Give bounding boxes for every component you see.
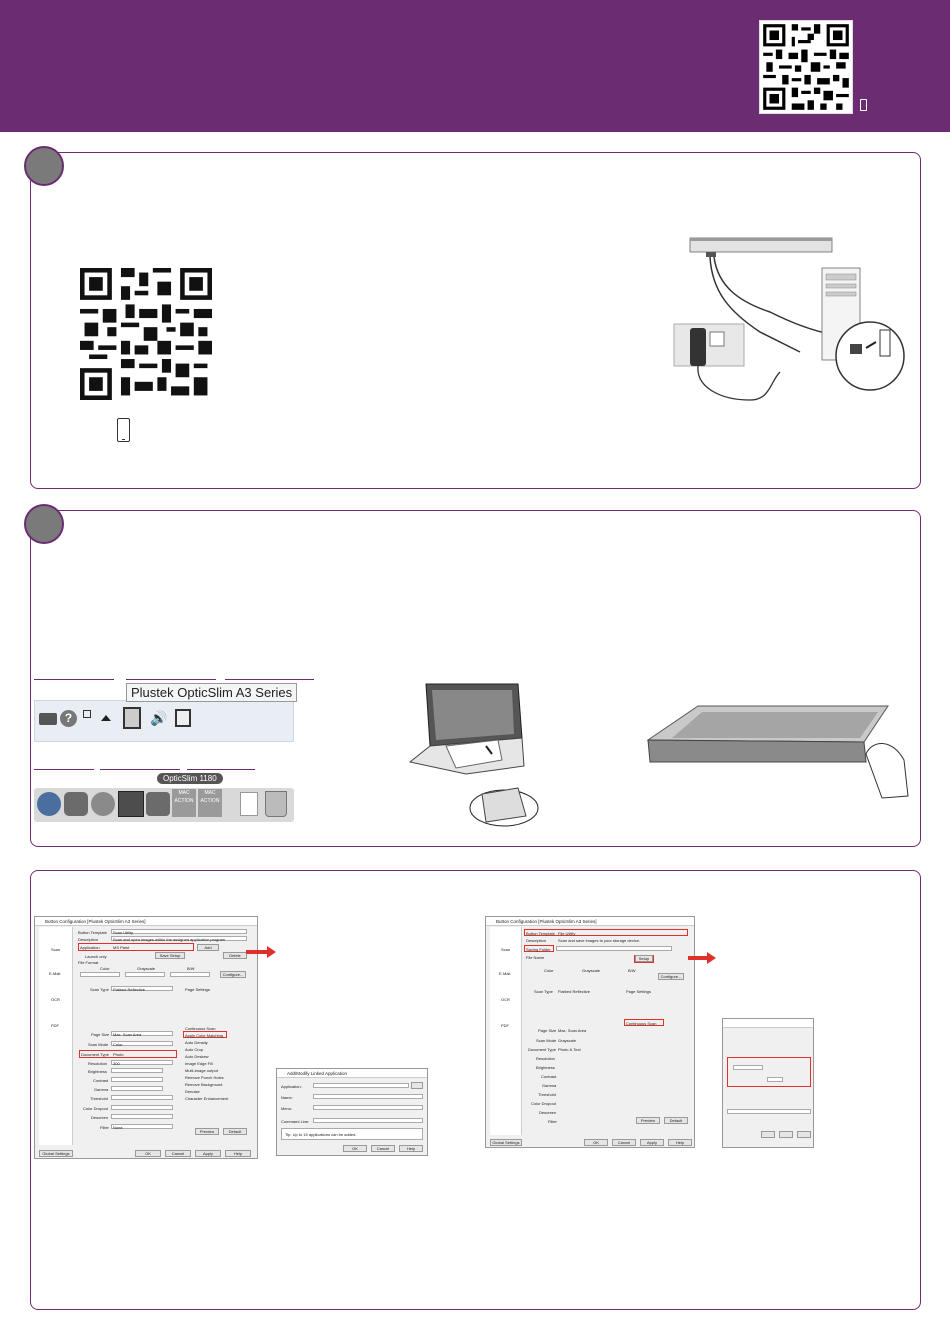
saving-folder-input[interactable] xyxy=(556,946,672,951)
arrow-right-icon xyxy=(246,950,268,954)
windows-tray xyxy=(34,700,294,742)
color-label: Color xyxy=(544,968,554,973)
apply-button[interactable]: Apply xyxy=(195,1150,221,1157)
step1-circle xyxy=(24,146,64,186)
scan-mode-label: Scan Mode xyxy=(536,1038,557,1043)
brightness-label: Brightness xyxy=(536,1065,555,1070)
sidebar-item-email[interactable]: E-Mail xyxy=(499,971,511,976)
qr-code-header xyxy=(759,20,853,114)
grayscale-label: Grayscale xyxy=(582,968,601,973)
scan-mode-label: Scan Mode xyxy=(88,1042,109,1047)
bw-label: B/W xyxy=(628,968,636,973)
button-config-window xyxy=(34,916,258,1159)
divider xyxy=(225,679,314,680)
sidebar-item-ocr[interactable]: OCR xyxy=(501,997,510,1002)
application-value: MS Paint xyxy=(113,945,130,950)
tray-tooltip: Plustek OpticSlim A3 Series xyxy=(126,683,297,702)
network-icon[interactable] xyxy=(175,709,191,727)
speaker-icon[interactable]: 🔊 xyxy=(150,710,168,726)
ok-button[interactable]: OK xyxy=(135,1150,161,1157)
mac-action-icon[interactable]: MAC ACTION xyxy=(198,789,222,817)
delete-button[interactable]: Delete xyxy=(223,952,247,959)
bw-format-select[interactable] xyxy=(170,972,210,977)
configure-button[interactable]: Configure... xyxy=(220,971,246,978)
sidebar-item-ocr[interactable]: OCR xyxy=(51,997,60,1002)
document-type-label: Document Type xyxy=(528,1047,556,1052)
bw-label: B/W xyxy=(187,966,195,971)
template-value: Scan Utility xyxy=(113,930,134,935)
save-setup-button[interactable]: Save Setup xyxy=(155,952,185,959)
document-type-value: Photo xyxy=(113,1052,124,1057)
continuous-scan-checkbox[interactable]: Continuous Scan xyxy=(626,1021,657,1026)
phone-icon xyxy=(860,99,867,111)
scanner-button-illustration xyxy=(642,700,912,810)
document-icon[interactable] xyxy=(240,792,258,816)
preview-button[interactable]: Preview xyxy=(636,1117,660,1124)
document-type-value: Photo & Text xyxy=(558,1047,581,1052)
resolution-label: Resolution xyxy=(88,1061,107,1066)
trash-icon[interactable] xyxy=(265,791,287,817)
page-size-value: Max. Scan Area xyxy=(558,1028,587,1033)
description-label: Description xyxy=(78,937,99,942)
page-size-label: Page Size xyxy=(538,1028,557,1033)
filter-label: Filter xyxy=(100,1125,109,1130)
brightness-label: Brightness xyxy=(88,1069,107,1074)
button-config-window-file xyxy=(485,916,695,1148)
help-button[interactable]: Help xyxy=(225,1150,251,1157)
cancel-button[interactable]: Cancel xyxy=(165,1150,191,1157)
color-dropout-select[interactable] xyxy=(111,1105,173,1110)
remove-punch-holes-checkbox[interactable]: Remove Punch Holes xyxy=(185,1075,224,1080)
auto-density-checkbox[interactable]: Auto Density xyxy=(185,1040,208,1045)
divider xyxy=(187,769,255,770)
description-value: Scan and open images within the assigned application program xyxy=(113,937,226,942)
chevron-up-icon[interactable] xyxy=(101,715,111,721)
configure-button[interactable]: Configure... xyxy=(658,973,684,980)
document-type-label: Document Type xyxy=(81,1052,109,1057)
threshold-select[interactable] xyxy=(111,1095,173,1100)
multi-image-output-checkbox[interactable]: Multi-image output xyxy=(185,1068,218,1073)
scan-type-label: Scan Type xyxy=(90,987,109,992)
sidebar-item-email[interactable]: E-Mail xyxy=(49,971,61,976)
help-button[interactable]: Help xyxy=(668,1139,692,1146)
auto-deskew-checkbox[interactable]: Auto Deskew xyxy=(185,1054,209,1059)
descreen-label: Descreen xyxy=(539,1110,557,1115)
threshold-label: Threshold xyxy=(90,1096,108,1101)
global-settings-button[interactable]: Global Settings xyxy=(490,1139,522,1146)
color-dropout-label: Color Dropout xyxy=(531,1101,556,1106)
dock-label: OpticSlim 1180 xyxy=(157,773,223,784)
sidebar-item-scan[interactable]: Scan xyxy=(501,947,511,952)
mac-dock xyxy=(34,788,294,822)
template-value: File Utility xyxy=(558,931,576,936)
scan-mode-value: Color xyxy=(113,1042,123,1047)
window-title: Button Configuration [Plustek OpticSlim A3 Series] xyxy=(486,917,694,926)
dialog-title: Add/Modify Linked Application xyxy=(277,1069,427,1078)
dialog-ok-button[interactable]: OK xyxy=(343,1145,367,1152)
color-label: Color xyxy=(100,966,110,971)
character-enhancement-checkbox[interactable]: Character Enhancement xyxy=(185,1096,229,1101)
file-name-label: File Name xyxy=(526,955,545,960)
browse-button[interactable] xyxy=(411,1082,423,1089)
scan-type-value: Flatbed Reflective xyxy=(558,989,591,994)
window-title: Button Configuration [Plustek OpticSlim A3 Series] xyxy=(35,917,257,926)
step2-circle xyxy=(24,504,64,544)
divider xyxy=(34,679,114,680)
scanner-connection-illustration xyxy=(670,232,910,412)
dialog-button[interactable] xyxy=(761,1131,775,1138)
dialog-title xyxy=(723,1019,813,1028)
phone-icon xyxy=(117,418,130,442)
saving-folder-label: Saving Folder xyxy=(526,947,551,952)
dialog-cancel-button[interactable]: Cancel xyxy=(371,1145,395,1152)
help-icon[interactable]: ? xyxy=(60,710,77,727)
name-field-label: Name: xyxy=(281,1095,293,1100)
scanner-tray-icon[interactable] xyxy=(123,707,141,729)
sidebar-item-scan[interactable]: Scan xyxy=(51,947,61,952)
add-modify-dialog xyxy=(276,1068,428,1156)
mac-action-icon[interactable]: MAC ACTION xyxy=(172,789,196,817)
page-settings-label: Page Settings xyxy=(626,989,651,994)
function-sidebar xyxy=(490,927,522,1135)
settings-field[interactable] xyxy=(727,1109,811,1114)
threshold-label: Threshold xyxy=(538,1092,556,1097)
description-value: Scan and save images to your storage device. xyxy=(558,938,641,943)
filter-label: Filter xyxy=(548,1119,557,1124)
photo-app-icon[interactable] xyxy=(146,792,170,816)
gray-format-select[interactable] xyxy=(125,972,165,977)
description-label: Description xyxy=(526,938,547,943)
apply-button[interactable]: Apply xyxy=(640,1139,664,1146)
preview-button[interactable]: Preview xyxy=(195,1128,219,1135)
descreen-select[interactable] xyxy=(111,1114,173,1119)
contrast-slider[interactable] xyxy=(111,1077,163,1082)
application-input[interactable] xyxy=(313,1083,409,1088)
default-button[interactable]: Default xyxy=(664,1117,688,1124)
remove-background-checkbox[interactable]: Remove Background xyxy=(185,1082,223,1087)
command-line-input[interactable] xyxy=(313,1118,423,1123)
settings-highlight xyxy=(727,1057,811,1087)
sidebar-item-pdf[interactable]: PDF xyxy=(501,1023,509,1028)
dialog-button[interactable] xyxy=(779,1131,793,1138)
tip-text: Tip: Up to 15 applications can be added. xyxy=(285,1132,357,1137)
preferences-icon[interactable] xyxy=(64,792,88,816)
color-format-select[interactable] xyxy=(80,972,120,977)
arrow-right-icon xyxy=(688,956,708,960)
name-input[interactable] xyxy=(313,1094,423,1099)
flatbed-placement-illustration xyxy=(406,676,546,828)
descreen-label: Descreen xyxy=(91,1115,109,1120)
file-format-label: File Format xyxy=(78,960,99,965)
keyboard-icon[interactable] xyxy=(39,713,57,725)
page-settings-label: Page Settings xyxy=(185,987,210,992)
default-button[interactable]: Default xyxy=(223,1128,247,1135)
menu-field-label: Menu: xyxy=(281,1106,293,1111)
page-size-label: Page Size xyxy=(91,1032,110,1037)
grayscale-label: Grayscale xyxy=(137,966,156,971)
brightness-slider[interactable] xyxy=(111,1068,163,1073)
application-label: Application xyxy=(80,945,100,950)
application-field-label: Application: xyxy=(281,1084,302,1089)
continuous-scan-checkbox[interactable]: Continuous Scan xyxy=(185,1026,216,1031)
settings-field[interactable] xyxy=(733,1065,763,1070)
tip-box xyxy=(281,1128,423,1140)
cancel-button[interactable]: Cancel xyxy=(612,1139,636,1146)
image-edge-fill-checkbox[interactable]: Image Edge Fill xyxy=(185,1061,213,1066)
file-settings-dialog xyxy=(722,1018,814,1148)
ok-button[interactable]: OK xyxy=(584,1139,608,1146)
divider xyxy=(126,679,216,680)
template-label: Button Template xyxy=(526,931,555,936)
scanner-dock-icon[interactable] xyxy=(118,791,144,817)
dialog-help-button[interactable]: Help xyxy=(399,1145,423,1152)
filter-value: None xyxy=(113,1125,123,1130)
menu-input[interactable] xyxy=(313,1105,423,1110)
apply-color-matching-checkbox[interactable]: Apply Color Matching xyxy=(185,1033,224,1038)
launch-only-checkbox[interactable]: Launch only xyxy=(85,954,107,959)
resolution-label: Resolution xyxy=(536,1056,555,1061)
divider xyxy=(100,769,180,770)
scan-type-value: Flatbed Reflective xyxy=(113,987,146,992)
settings-field[interactable] xyxy=(767,1077,783,1082)
color-dropout-label: Color Dropout xyxy=(83,1106,108,1111)
gamma-slider[interactable] xyxy=(111,1086,163,1091)
function-sidebar xyxy=(39,927,73,1145)
contrast-label: Contrast xyxy=(541,1074,557,1079)
add-button[interactable]: Add xyxy=(197,944,219,951)
header-banner xyxy=(0,0,950,132)
divider xyxy=(34,769,94,770)
auto-crop-checkbox[interactable]: Auto Crop xyxy=(185,1047,204,1052)
sidebar-item-pdf[interactable]: PDF xyxy=(51,1023,59,1028)
app-icon[interactable] xyxy=(91,792,115,816)
setup-button[interactable]: Setup xyxy=(635,955,653,962)
qr-code-app xyxy=(80,268,212,400)
dialog-button[interactable] xyxy=(797,1131,811,1138)
resolution-value: 300 xyxy=(113,1061,120,1066)
scan-mode-value: Grayscale xyxy=(558,1038,577,1043)
resolution-select[interactable] xyxy=(111,1060,173,1065)
window-icon[interactable] xyxy=(83,710,91,718)
contrast-label: Contrast xyxy=(93,1078,109,1083)
gamma-label: Gamma xyxy=(542,1083,557,1088)
appstore-icon[interactable] xyxy=(37,792,61,816)
gamma-label: Gamma xyxy=(94,1087,109,1092)
template-label: Button Template xyxy=(78,930,107,935)
page-size-value: Max. Scan Area xyxy=(113,1032,142,1037)
denoise-checkbox[interactable]: Denoise xyxy=(185,1089,200,1094)
global-settings-button[interactable]: Global Settings xyxy=(39,1150,73,1157)
scan-type-label: Scan Type xyxy=(534,989,553,994)
command-line-label: Command Line: xyxy=(281,1119,310,1124)
